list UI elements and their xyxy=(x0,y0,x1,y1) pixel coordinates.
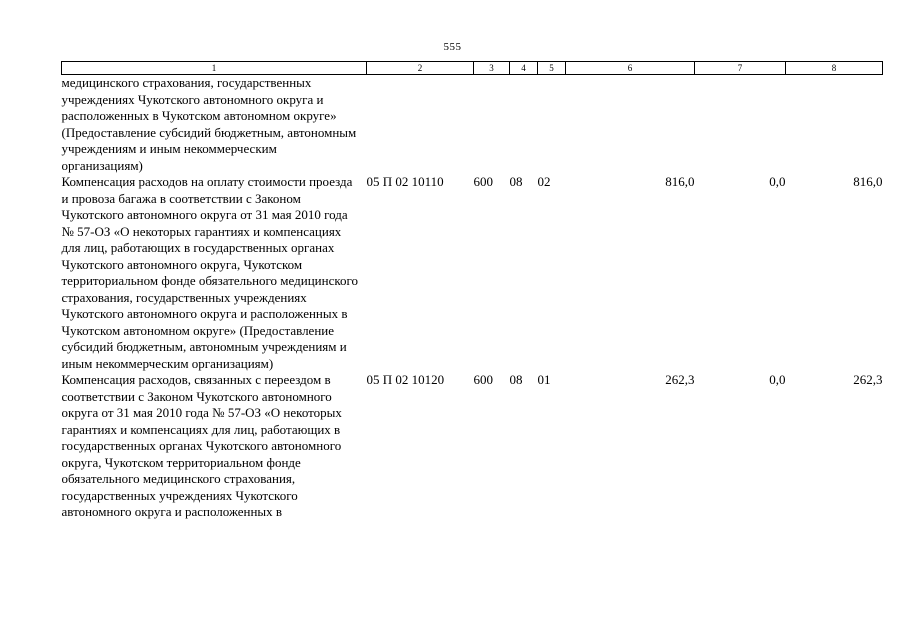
header-col-7: 7 xyxy=(695,62,786,75)
row-code: 05 П 02 10120 xyxy=(366,372,445,387)
row-description: Компенсация расходов на оплату стоимости проезда и провоза багажа в соответствии с Законом Чукотского автономного округа от 31 мая 2010 года № 57-ОЗ «О некоторых гарантиях и компенсациях для лиц, работающих в государственных органах Чукотского автономного округа, Чукотском территориальном фонде обязательного медицинского страхования, государственных учреждениях Чукотского автономного округа и расположенных в Чукотском автономном округе» (Предоставление субсидий бюджетным, автономным учреждениям и иным некоммерческим организациям) xyxy=(61,174,358,371)
header-row xyxy=(62,62,883,75)
row-amount-6: 262,3 xyxy=(665,372,695,387)
row-amount-8: 816,0 xyxy=(853,174,883,189)
table-body xyxy=(62,75,883,521)
page-number: 555 xyxy=(443,41,462,53)
table-row xyxy=(62,174,883,372)
row-amount-6 xyxy=(566,75,695,175)
row-col-3: 600 xyxy=(473,372,493,387)
row-amount-7: 0,0 xyxy=(769,372,786,387)
row-description: медицинского страхования, государственных учреждениях Чукотского автономного округа и расположенных в Чукотском автономном округе» (Предоставление субсидий бюджетным, автономным учреждениям и иным некоммерческим организациям) xyxy=(61,75,357,173)
budget-table xyxy=(61,61,883,521)
row-amount-6: 816,0 xyxy=(665,174,695,189)
row-code: 05 П 02 10110 xyxy=(366,174,444,189)
row-amount-7 xyxy=(695,75,786,175)
row-col-4 xyxy=(510,75,538,175)
row-col-3 xyxy=(474,75,510,175)
header-col-1: 1 xyxy=(62,62,367,75)
row-col-3: 600 xyxy=(473,174,493,189)
row-col-5: 02 xyxy=(537,174,551,189)
table-header xyxy=(62,62,883,75)
header-col-4: 4 xyxy=(510,62,538,75)
header-col-6: 6 xyxy=(566,62,695,75)
row-col-5 xyxy=(538,75,566,175)
row-code xyxy=(367,75,474,175)
table-row xyxy=(62,75,883,175)
header-col-2: 2 xyxy=(367,62,474,75)
row-col-4: 08 xyxy=(509,174,523,189)
row-amount-8: 262,3 xyxy=(853,372,883,387)
row-amount-7: 0,0 xyxy=(769,174,786,189)
row-col-5: 01 xyxy=(537,372,551,387)
row-amount-8 xyxy=(786,75,883,175)
row-description: Компенсация расходов, связанных с переездом в соответствии с Законом Чукотского автономного округа от 31 мая 2010 года № 57-ОЗ «О некоторых гарантиях и компенсациях для лиц, работающих в государственных органах Чукотского автономного округа, Чукотском территориальном фонде обязательного медицинского страхования, государственных учреждениях Чукотского автономного округа и расположенных в xyxy=(61,372,342,519)
row-col-4: 08 xyxy=(509,372,523,387)
header-col-5: 5 xyxy=(538,62,566,75)
table-row xyxy=(62,372,883,521)
header-col-8: 8 xyxy=(786,62,883,75)
header-col-3: 3 xyxy=(474,62,510,75)
